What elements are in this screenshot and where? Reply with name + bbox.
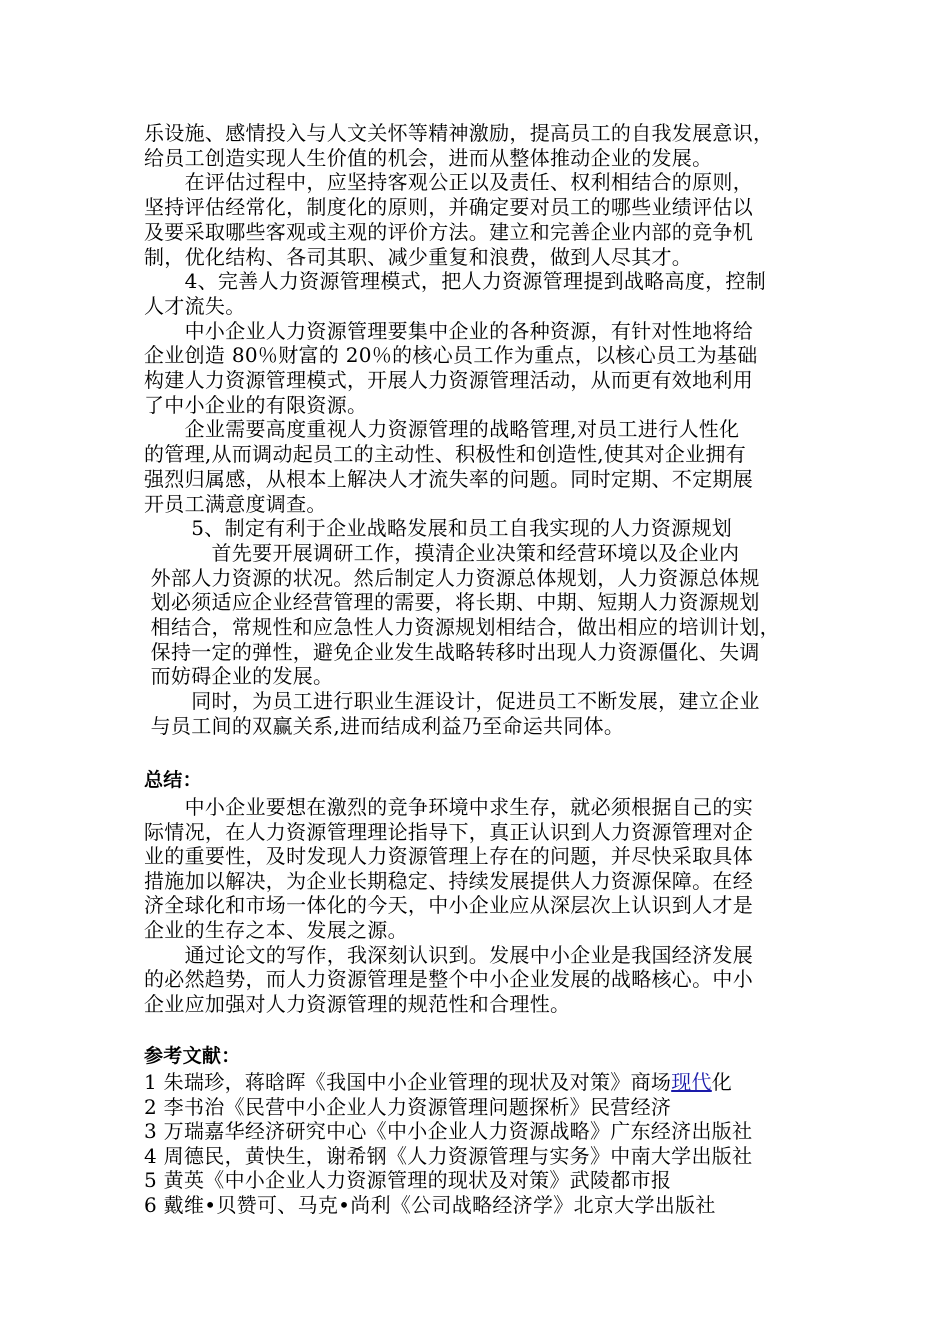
body-text-line: 首先要开展调研工作，摸清企业决策和经营环境以及企业内 [144, 540, 740, 565]
body-text-line: 在评估过程中，应坚持客观公正以及责任、权利相结合的原则， [144, 170, 753, 195]
body-text-line: 4、完善人力资源管理模式，把人力资源管理提到战略高度，控制 [144, 269, 767, 294]
body-text-line: 了中小企业的有限资源。 [144, 392, 368, 417]
body-text-line: 构建人力资源管理模式，开展人力资源管理活动，从而更有效地利用 [144, 368, 753, 392]
body-text-line: 人才流失。 [144, 293, 246, 318]
references-heading: 参考文献： [144, 1045, 241, 1067]
summary-text-line: 通过论文的写作，我深刻认识到。发展中小企业是我国经济发展 [144, 942, 753, 967]
body-text-line: 同时，为员工进行职业生涯设计，促进员工不断发展，建立企业 [144, 689, 760, 714]
reference-text: 6 戴维•贝赞可、马克•尚利《公司战略经济学》北京大学出版社 [144, 1193, 716, 1217]
body-text-line: 坚持评估经常化，制度化的原则，并确定要对员工的哪些业绩评估以 [144, 195, 753, 220]
body-text-line: 制，优化结构、各司其职、减少重复和浪费，做到人尽其才。 [144, 244, 693, 269]
body-text-line: 中小企业人力资源管理要集中企业的各种资源，有针对性地将给 [144, 318, 753, 343]
summary-text-line: 业的重要性，及时发现人力资源管理上存在的问题，并尽快采取具体 [144, 844, 753, 869]
body-text-line: 给员工创造实现人生价值的机会，进而从整体推动企业的发展。 [144, 145, 713, 170]
summary-text-line: 企业应加强对人力资源管理的规范性和合理性。 [144, 991, 571, 1016]
body-text-line: 5、制定有利于企业战略发展和员工自我实现的人力资源规划 [144, 516, 733, 541]
body-text-line: 保持一定的弹性，避免企业发生战略转移时出现人力资源僵化、失调 [144, 639, 760, 664]
body-text-line: 企业需要高度重视人力资源管理的战略管理,对员工进行人性化 [144, 417, 740, 442]
body-text-line: 开员工满意度调查。 [144, 491, 327, 516]
reference-text-tail: 化 [711, 1070, 733, 1094]
reference-text: 5 黄英《中小企业人力资源管理的现状及对策》武陵都市报 [144, 1168, 672, 1193]
reference-text: 1 朱瑞珍，蒋晗晖《我国中小企业管理的现状及对策》商场 [144, 1070, 672, 1094]
summary-text-line: 济全球化和市场一体化的今天，中小企业应从深层次上认识到人才是 [144, 893, 753, 918]
body-text-line: 及要采取哪些客观或主观的评价方法。建立和完善企业内部的竞争机 [144, 219, 753, 244]
body-text-line: 而妨碍企业的发展。 [144, 664, 334, 689]
body-text-line: 外部人力资源的状况。然后制定人力资源总体规划，人力资源总体规 [144, 565, 760, 590]
reference-item [144, 1143, 752, 1169]
hyperlink[interactable]: 现代 [671, 1070, 712, 1094]
summary-heading: 总结： [144, 769, 202, 791]
body-text-line: 企业创造 80％财富的 20％的核心员工作为重点，以核心员工为基础 [144, 343, 758, 368]
reference-item [144, 1192, 716, 1218]
reference-text: 2 李书治《民营中小企业人力资源管理问题探析》民营经济 [144, 1094, 672, 1119]
summary-text-line: 中小企业要想在激烈的竞争环境中求生存，就必须根据自己的实 [144, 795, 753, 819]
body-text-line: 强烈归属感，从根本上解决人才流失率的问题。同时定期、不定期展 [144, 466, 753, 491]
body-text-line: 划必须适应企业经营管理的需要，将长期、中期、短期人力资源规划 [144, 590, 760, 615]
body-text-line: 的管理,从而调动起员工的主动性、积极性和创造性,使其对企业拥有 [144, 442, 747, 467]
reference-item [144, 1094, 671, 1120]
reference-item [144, 1118, 752, 1144]
summary-text-line: 措施加以解决，为企业长期稳定、持续发展提供人力资源保障。在经 [144, 868, 753, 893]
reference-item [144, 1069, 732, 1095]
reference-text: 3 万瑞嘉华经济研究中心《中小企业人力资源战略》广东经济出版社 [144, 1119, 753, 1144]
summary-text-line: 的必然趋势，而人力资源管理是整个中小企业发展的战略核心。中小 [144, 967, 753, 992]
body-text-line: 与员工间的双赢关系,进而结成利益乃至命运共同体。 [144, 713, 625, 738]
body-text-line: 乐设施、感情投入与人文关怀等精神激励，提高员工的自我发展意识， [144, 121, 774, 145]
reference-text: 4 周德民，黄快生，谢希钢《人力资源管理与实务》中南大学出版社 [144, 1143, 753, 1168]
body-text-line: 相结合，常规性和应急性人力资源规划相结合，做出相应的培训计划， [144, 615, 780, 639]
reference-item [144, 1167, 671, 1193]
summary-text-line: 际情况，在人力资源管理理论指导下，真正认识到人力资源管理对企 [144, 819, 753, 844]
summary-text-line: 企业的生存之本、发展之源。 [144, 918, 408, 942]
